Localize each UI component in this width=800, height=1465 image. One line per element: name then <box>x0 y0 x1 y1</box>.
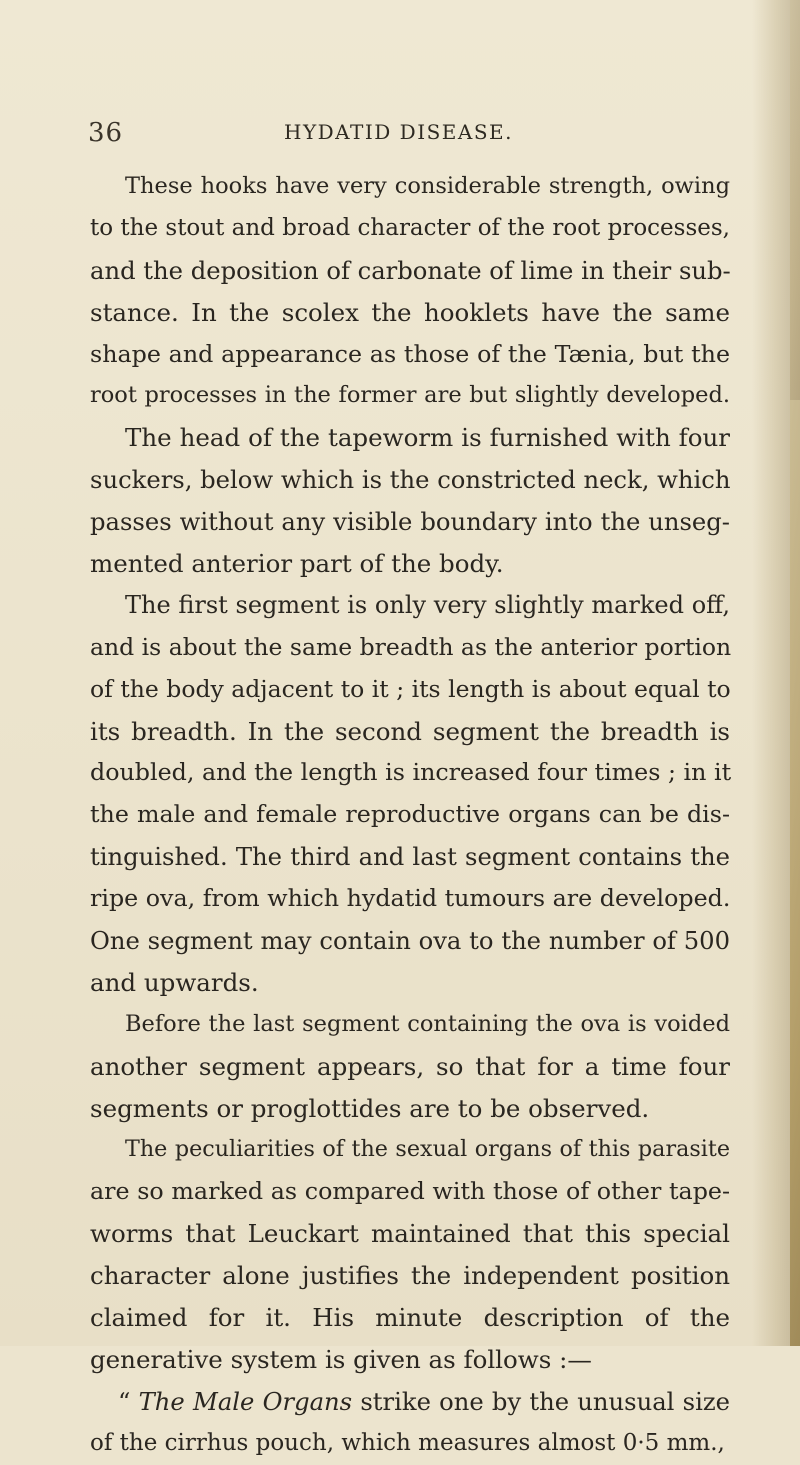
text-line: claimed for it. His minute description of the <box>90 1303 730 1333</box>
text-line: The first segment is only very slightly marked off, <box>125 590 730 619</box>
text-line: of the cirrhus pouch, which measures almost 0·5 mm., <box>90 1429 725 1456</box>
text-line: root processes in the former are but slightly developed. <box>90 382 730 409</box>
text-line: doubled, and the length is increased four times ; in it <box>90 758 732 787</box>
text-line: stance. In the scolex the hooklets have the same <box>90 297 730 327</box>
page-edge-stain <box>790 0 800 400</box>
text-line: These hooks have very considerable strength, owing <box>125 173 730 199</box>
text-line: and is about the same breadth as the anterior portion <box>90 632 732 661</box>
page-edge-stain <box>790 400 800 1346</box>
text-line: tinguished. The third and last segment contains the <box>90 842 730 872</box>
text-line: The peculiarities of the sexual organs of this parasite <box>125 1136 730 1163</box>
text-line-quote <box>90 1381 730 1423</box>
text-line: generative system is given as follows :— <box>90 1344 592 1374</box>
text-line: Before the last segment containing the ova is voided <box>125 1010 730 1037</box>
page-number: 36 <box>88 118 124 148</box>
text-line: passes without any visible boundary into the unseg- <box>90 507 730 537</box>
italic-phrase: The Male Organs <box>138 1386 353 1416</box>
text-line: mented anterior part of the body. <box>90 549 504 579</box>
text-line: and upwards. <box>90 967 259 997</box>
text-line: segments or proglottides are to be observed. <box>90 1093 650 1123</box>
text-line: and the deposition of carbonate of lime in their sub- <box>90 255 731 285</box>
text-line: suckers, below which is the constricted neck, which <box>90 465 731 495</box>
text-line: of the body adjacent to it ; its length is about equal to <box>90 674 731 703</box>
text-line: are so marked as compared with those of other tape- <box>90 1177 730 1206</box>
text-line: shape and appearance as those of the Tænia, but the <box>90 339 730 368</box>
page-header <box>88 118 728 158</box>
text-line: its breadth. In the second segment the breadth is <box>90 716 730 746</box>
text-line: worms that Leuckart maintained that this special <box>90 1219 730 1249</box>
text-line: The head of the tapeworm is furnished with four <box>125 423 730 453</box>
text-line: One segment may contain ova to the number of 500 <box>90 926 730 956</box>
running-title: HYDATID DISEASE. <box>284 120 513 144</box>
quote-continuation: strike one by the unusual size <box>360 1386 730 1416</box>
text-line: the male and female reproductive organs can be dis- <box>90 800 730 829</box>
body-text <box>90 166 730 1465</box>
text-line: character alone justifies the independent position <box>90 1261 730 1291</box>
text-line: another segment appears, so that for a time four <box>90 1051 730 1081</box>
text-line: ripe ova, from which hydatid tumours are developed. <box>90 884 731 913</box>
quote-open-mark: “ <box>118 1386 131 1416</box>
text-line: to the stout and broad character of the root processes, <box>90 214 730 241</box>
